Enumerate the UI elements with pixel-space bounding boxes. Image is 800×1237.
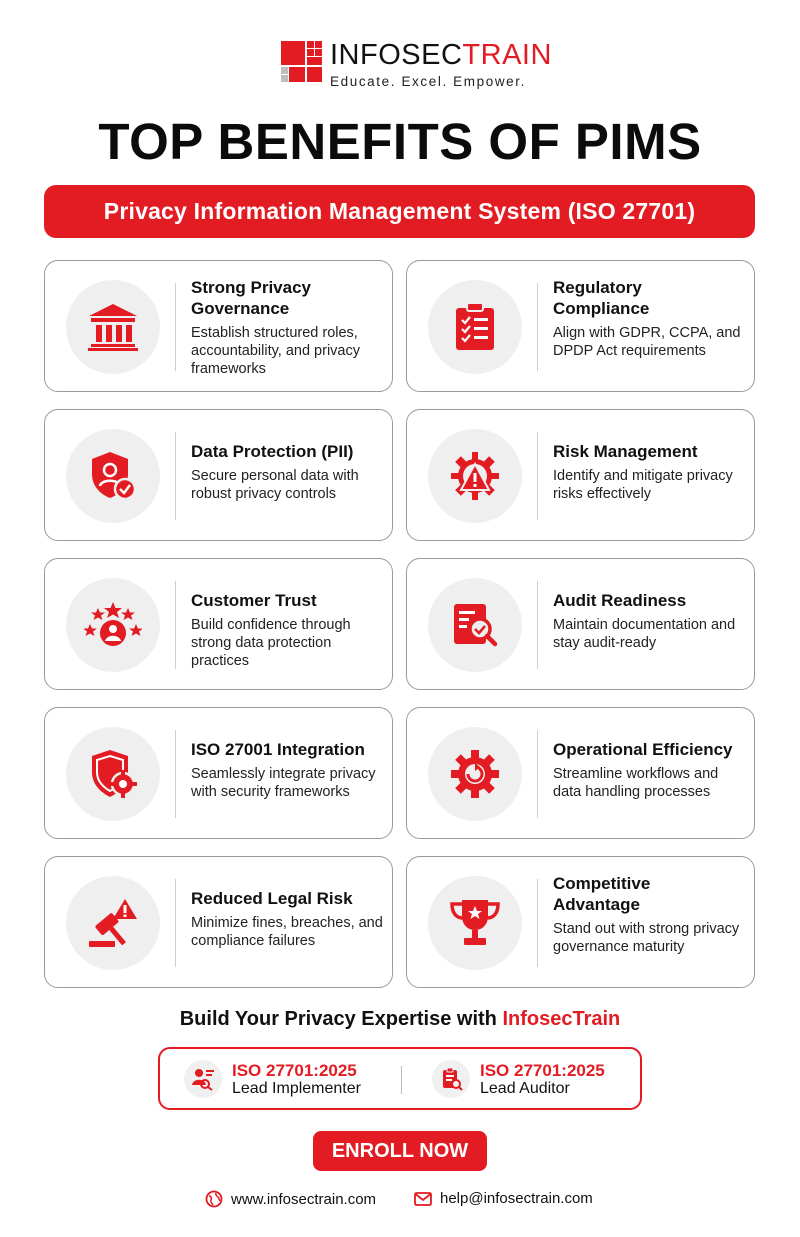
benefit-card-risk-management [406,409,755,541]
benefit-title: Competitive Advantage [553,874,651,914]
benefit-card-data-protection [44,409,393,541]
course-code: ISO 27701:2025 [480,1060,605,1080]
benefit-description: Identify and mitigate privacy risks effectively [553,468,733,502]
benefit-title: Data Protection (PII) [191,442,354,461]
bank-building-icon [87,302,139,352]
benefit-description: Stand out with strong privacy governance maturity [553,921,740,955]
trophy-icon [448,898,502,948]
implementer-icon [191,1067,215,1091]
benefit-card-competitive-advantage [406,856,755,988]
benefit-description: Maintain documentation and stay audit-ready [553,617,736,651]
mail-icon [414,1192,432,1206]
document-search-icon [452,602,498,648]
course-name: Lead Implementer [232,1079,361,1097]
website-link[interactable]: www.infosectrain.com [205,1190,376,1208]
benefit-title: Regulatory Compliance [553,278,650,318]
auditor-icon [439,1067,463,1091]
brand-name-red: TRAIN [462,39,552,71]
benefit-description: Streamline workflows and data handling processes [553,766,719,800]
benefit-card-customer-trust [44,558,393,690]
benefit-description: Minimize fines, breaches, and compliance failures [191,915,383,949]
benefit-description: Seamlessly integrate privacy with security frameworks [191,766,376,800]
benefit-title: Strong Privacy Governance [191,278,311,318]
course-panel [158,1047,642,1110]
subtitle-banner: Privacy Information Management System (ISO 27701) [44,185,755,238]
stars-user-icon [84,602,142,648]
course-name: Lead Auditor [480,1079,570,1097]
benefit-title: Customer Trust [191,591,317,610]
benefit-card-audit-readiness [406,558,755,690]
benefit-title: Audit Readiness [553,591,687,610]
brand-name [330,41,552,70]
benefit-card-legal-risk [44,856,393,988]
shield-gear-icon [88,748,138,800]
course-lead-auditor[interactable] [432,1060,605,1098]
cta-heading: Build Your Privacy Expertise with InfosecTrain [179,1008,621,1030]
benefit-title: Risk Management [553,442,698,461]
benefit-title: Reduced Legal Risk [191,889,353,908]
benefit-title: ISO 27001 Integration [191,740,365,759]
benefit-card-compliance [406,260,755,392]
checklist-clipboard-icon [454,302,496,352]
benefit-description: Align with GDPR, CCPA, and DPDP Act requirements [553,325,741,359]
benefit-title: Operational Efficiency [553,740,733,759]
brand-name-dark: INFOSEC [330,39,463,71]
benefit-description: Establish structured roles, accountability, and privacy frameworks [191,325,360,377]
benefit-description: Build confidence through strong data protection practices [191,617,351,669]
gavel-warning-icon [87,897,139,949]
brand-logo [281,41,552,89]
course-code: ISO 27701:2025 [232,1060,357,1080]
globe-icon [205,1190,223,1208]
benefit-card-iso-integration [44,707,393,839]
user-shield-check-icon [88,450,138,502]
logo-mark-icon [281,41,322,82]
course-lead-implementer[interactable] [184,1060,361,1098]
cta-brand: InfosecTrain [502,1008,621,1030]
benefit-description: Secure personal data with robust privacy controls [191,468,359,502]
gear-warning-icon [449,450,501,502]
brand-tagline: Educate. Excel. Empower. [330,74,526,89]
email-link[interactable]: help@infosectrain.com [414,1190,593,1207]
enroll-now-button[interactable]: ENROLL NOW [313,1131,487,1171]
page-title: TOP BENEFITS OF PIMS [98,113,702,170]
gear-cycle-icon [450,749,500,799]
benefit-card-governance [44,260,393,392]
benefit-card-operational-efficiency [406,707,755,839]
